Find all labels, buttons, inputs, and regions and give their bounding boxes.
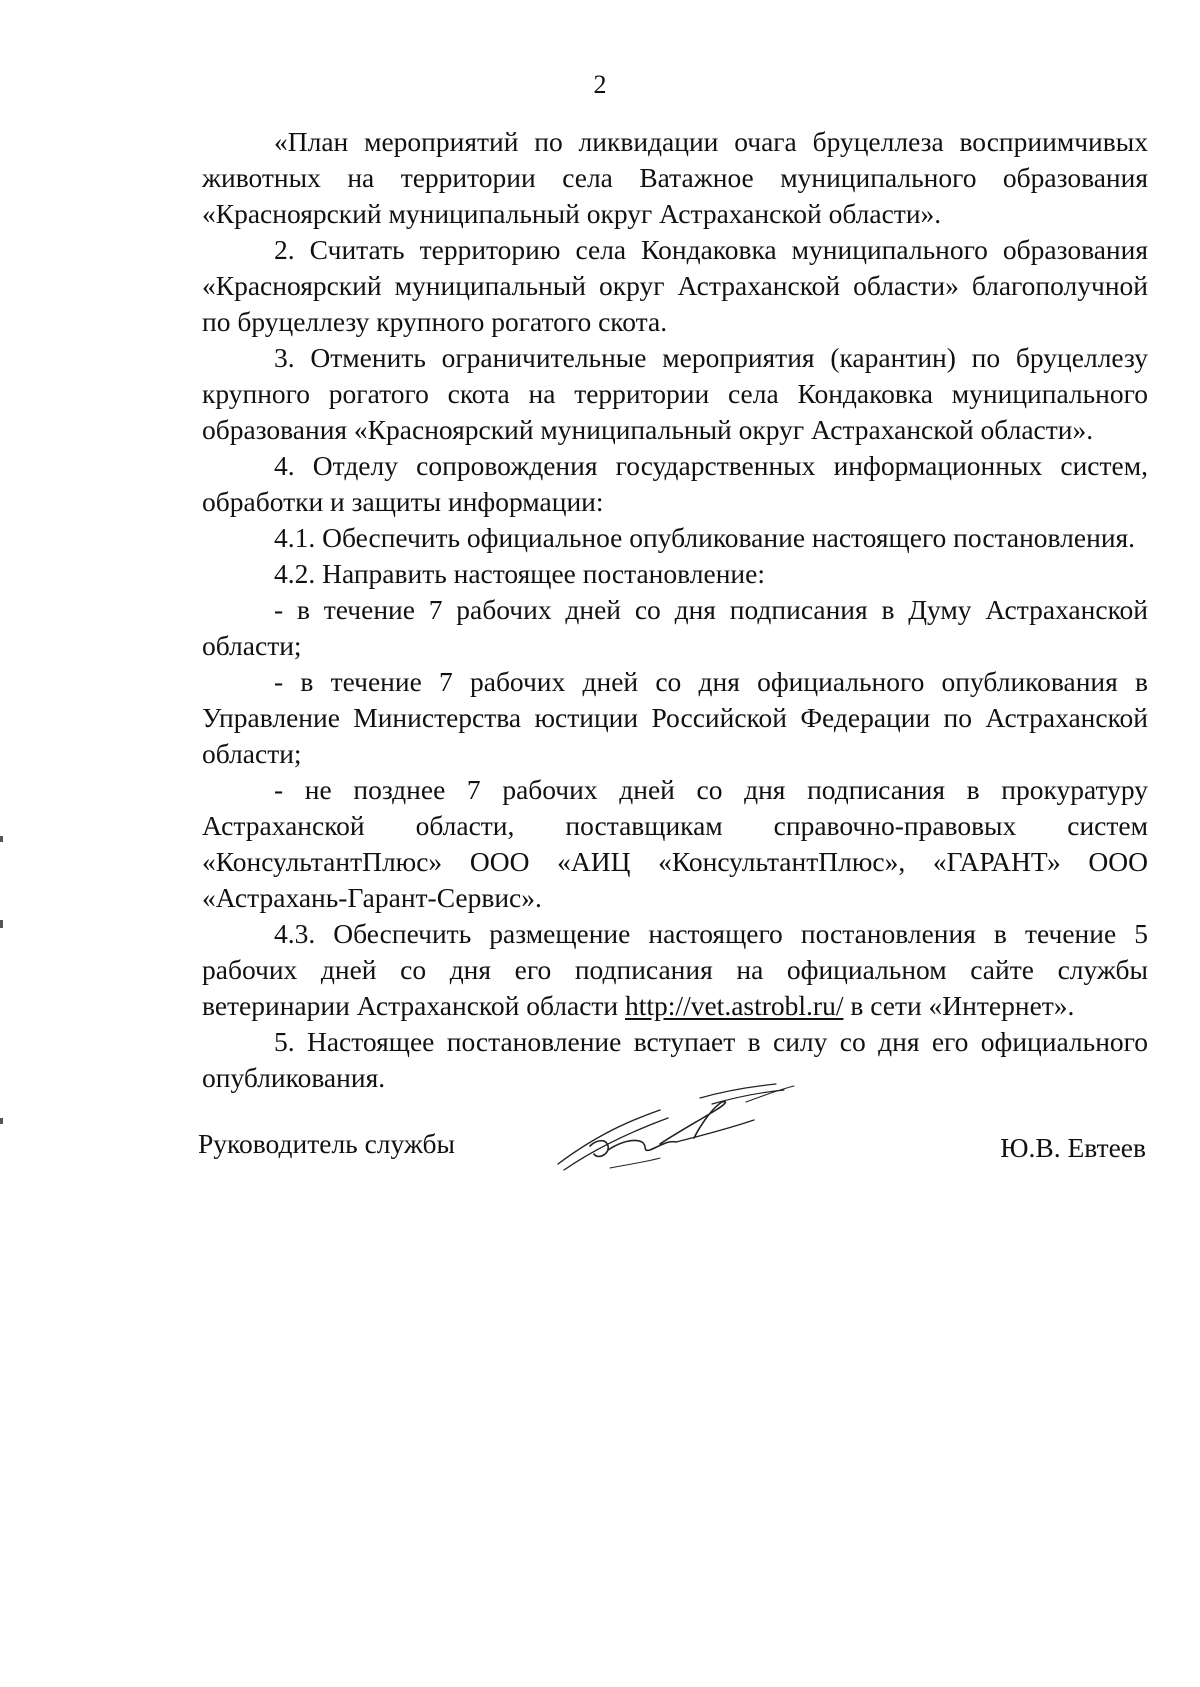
signatory-name: Ю.В. Евтеев bbox=[1000, 1132, 1146, 1163]
scan-margin-mark bbox=[0, 1118, 3, 1124]
signature-block bbox=[0, 1080, 1200, 1190]
paragraph-item-4-2: 4.2. Направить настоящее постановление: bbox=[274, 558, 765, 589]
paragraph-item-4-3-text: 4.3. Обеспечить размещение настоящего постановления в течение 5 рабочих дней со дня его подписания на официальном сайте службы ветеринарии Астраханской области bbox=[202, 918, 1148, 1021]
scan-margin-mark bbox=[0, 920, 3, 928]
page-number: 2 bbox=[593, 70, 607, 99]
paragraph-item-4-3-suffix: в сети «Интернет». bbox=[843, 990, 1075, 1021]
website-link[interactable]: http://vet.astrobl.ru/ bbox=[625, 990, 844, 1021]
paragraph-item-4-1: 4.1. Обеспечить официальное опубликование настоящего постановления. bbox=[274, 522, 1136, 553]
paragraph-item-4-3 bbox=[202, 916, 1148, 1024]
scan-margin-mark bbox=[0, 836, 3, 842]
paragraph-item-4-2-ministry: - в течение 7 рабочих дней со дня официального опубликования в Управление Министерства юстиции Российской Федерации по Астраханской области; bbox=[202, 666, 1148, 769]
document-body bbox=[202, 124, 1148, 1096]
paragraph-item-5: 5. Настоящее постановление вступает в силу со дня его официального опубликования. bbox=[202, 1026, 1148, 1093]
paragraph-plan-title: «План мероприятий по ликвидации очага бруцеллеза восприимчивых животных на территории села Ватажное муниципального образования «Красноярский муниципальный округ Астраханской области». bbox=[202, 126, 1148, 229]
paragraph-item-4: 4. Отделу сопровождения государственных информационных систем, обработки и защиты информации: bbox=[202, 450, 1148, 517]
paragraph-item-3: 3. Отменить ограничительные мероприятия (карантин) по бруцеллезу крупного рогатого скота на территории села Кондаковка муниципального образования «Красноярский муниципальный округ Астраханской области». bbox=[202, 342, 1148, 445]
paragraph-item-4-2-prosecutor: - не позднее 7 рабочих дней со дня подписания в прокуратуру Астраханской области, поставщикам справочно-правовых систем «КонсультантПлюс» ООО «АИЦ «КонсультантПлюс», «ГАРАНТ» ООО «Астрахань-Гарант-Сервис». bbox=[202, 774, 1148, 913]
handwritten-signature bbox=[550, 1080, 830, 1190]
paragraph-item-4-2-duma: - в течение 7 рабочих дней со дня подписания в Думу Астраханской области; bbox=[202, 594, 1148, 661]
paragraph-item-2: 2. Считать территорию села Кондаковка муниципального образования «Красноярский муниципальный округ Астраханской области» благополучной по бруцеллезу крупного рогатого скота. bbox=[202, 234, 1148, 337]
signatory-position: Руководитель службы bbox=[198, 1128, 456, 1159]
